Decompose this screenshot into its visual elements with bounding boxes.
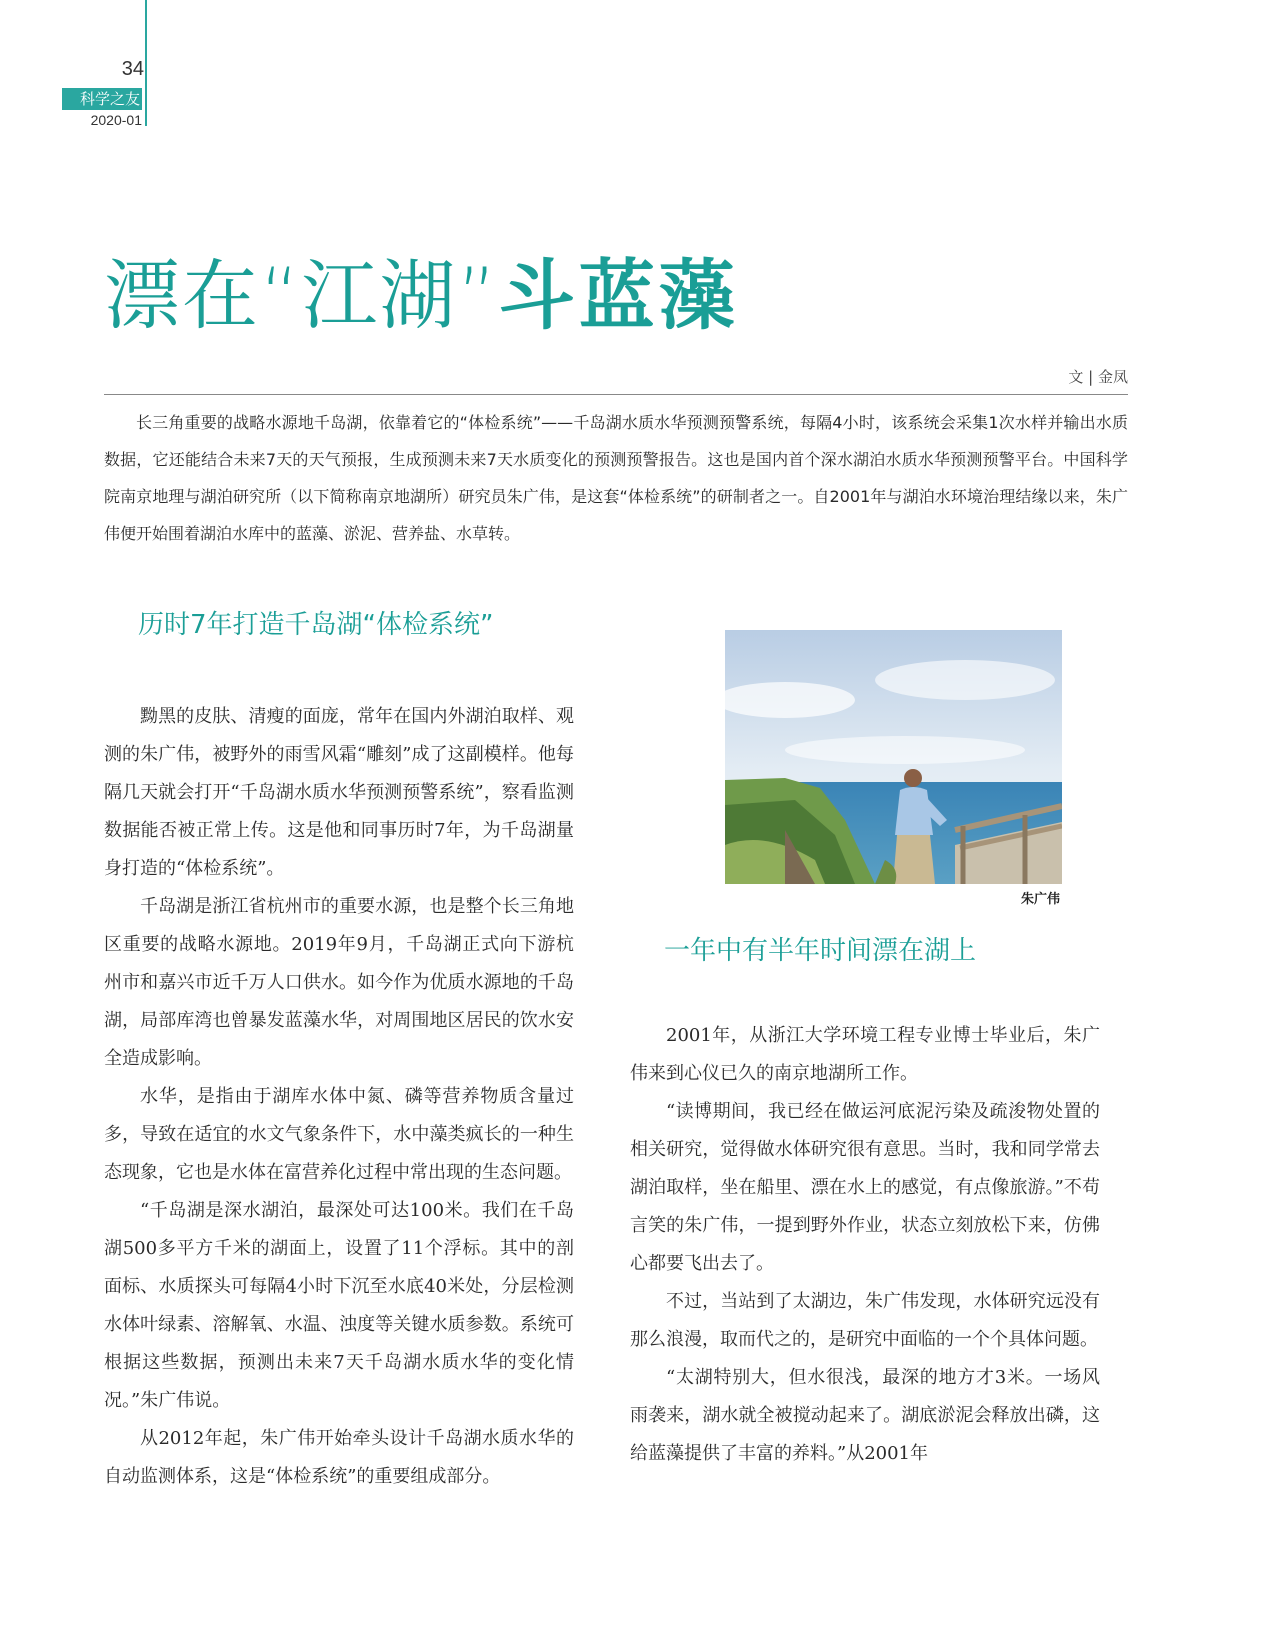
left-column bbox=[104, 698, 574, 1496]
photo-caption: 朱广伟 bbox=[1020, 892, 1060, 907]
magazine-name: 科学之友 bbox=[62, 88, 142, 110]
photo-scene bbox=[725, 630, 1062, 884]
body-paragraph: 水华，是指由于湖库水体中氮、磷等营养物质含量过多，导致在适宜的水文气象条件下，水中藻类疯长的一种生态现象，它也是水体在富营养化过程中常出现的生态问题。 bbox=[104, 1086, 574, 1183]
right-heading: 一年中有半年时间漂在湖上 bbox=[664, 936, 977, 966]
body-paragraph: 黝黑的皮肤、清瘦的面庞，常年在国内外湖泊取样、观测的朱广伟，被野外的雨雪风霜“雕刻”成了这副模样。他每隔几天就会打开“千岛湖水质水华预测预警系统”，察看监测数据能否被正常上传。这是他和同事历时7年，为千岛湖量身打造的“体检系统”。 bbox=[104, 706, 574, 879]
body-paragraph: 不过，当站到了太湖边，朱广伟发现，水体研究远没有那么浪漫，取而代之的，是研究中面临的一个个具体问题。 bbox=[630, 1291, 1100, 1350]
body-paragraph: “千岛湖是深水湖泊，最深处可达100米。我们在千岛湖500多平方千米的湖面上，设置了11个浮标。其中的剖面标、水质探头可每隔4小时下沉至水底40米处，分层检测水体叶绿素、溶解氧、水温、浊度等关键水质参数。系统可根据这些数据，预测出未来7天千岛湖水质水华的变化情况。”朱广伟说。 bbox=[104, 1200, 574, 1411]
body-paragraph: “太湖特别大，但水很浅，最深的地方才3米。一场风雨袭来，湖水就全被搅动起来了。湖底淤泥会释放出磷，这给蓝藻提供了丰富的养料。”从2001年 bbox=[630, 1367, 1100, 1464]
byline: 文 | 金凤 bbox=[1068, 368, 1128, 386]
title-bold: 斗蓝藻 bbox=[498, 251, 739, 340]
body-paragraph: 从2012年起，朱广伟开始牵头设计千岛湖水质水华的自动监测体系，这是“体检系统”的重要组成部分。 bbox=[104, 1428, 574, 1487]
portrait-photo bbox=[725, 630, 1062, 884]
header-divider bbox=[145, 0, 147, 126]
body-paragraph: 2001年，从浙江大学环境工程专业博士毕业后，朱广伟来到心仪已久的南京地湖所工作。 bbox=[630, 1025, 1100, 1084]
body-paragraph: 千岛湖是浙江省杭州市的重要水源，也是整个长三角地区重要的战略水源地。2019年9月，千岛湖正式向下游杭州市和嘉兴市近千万人口供水。如今作为优质水源地的千岛湖，局部库湾也曾暴发蓝藻水华，对周围地区居民的饮水安全造成影响。 bbox=[104, 896, 574, 1069]
issue-date: 2020-01 bbox=[90, 112, 142, 128]
title-rule bbox=[104, 394, 1128, 395]
right-column bbox=[630, 1017, 1100, 1473]
page-number: 34 bbox=[121, 58, 144, 80]
title-light: 漂在“江湖” bbox=[104, 251, 499, 340]
article-title bbox=[104, 251, 739, 340]
left-heading: 历时7年打造千岛湖“体检系统” bbox=[138, 610, 494, 640]
body-paragraph: “读博期间，我已经在做运河底泥污染及疏浚物处置的相关研究，觉得做水体研究很有意思。当时，我和同学常去湖泊取样，坐在船里、漂在水上的感觉，有点像旅游。”不苟言笑的朱广伟，一提到野外作业，状态立刻放松下来，仿佛心都要飞出去了。 bbox=[630, 1101, 1100, 1274]
lead-paragraph: 长三角重要的战略水源地千岛湖，依靠着它的“体检系统”——千岛湖水质水华预测预警系统，每隔4小时，该系统会采集1次水样并输出水质数据，它还能结合未来7天的天气预报，生成预测未来7天水质变化的预测预警报告。这也是国内首个深水湖泊水质水华预测预警平台。中国科学院南京地理与湖泊研究所（以下简称南京地湖所）研究员朱广伟，是这套“体检系统”的研制者之一。自2001年与湖泊水环境治理结缘以来，朱广伟便开始围着湖泊水库中的蓝藻、淤泥、营养盐、水草转。 bbox=[104, 413, 1128, 543]
